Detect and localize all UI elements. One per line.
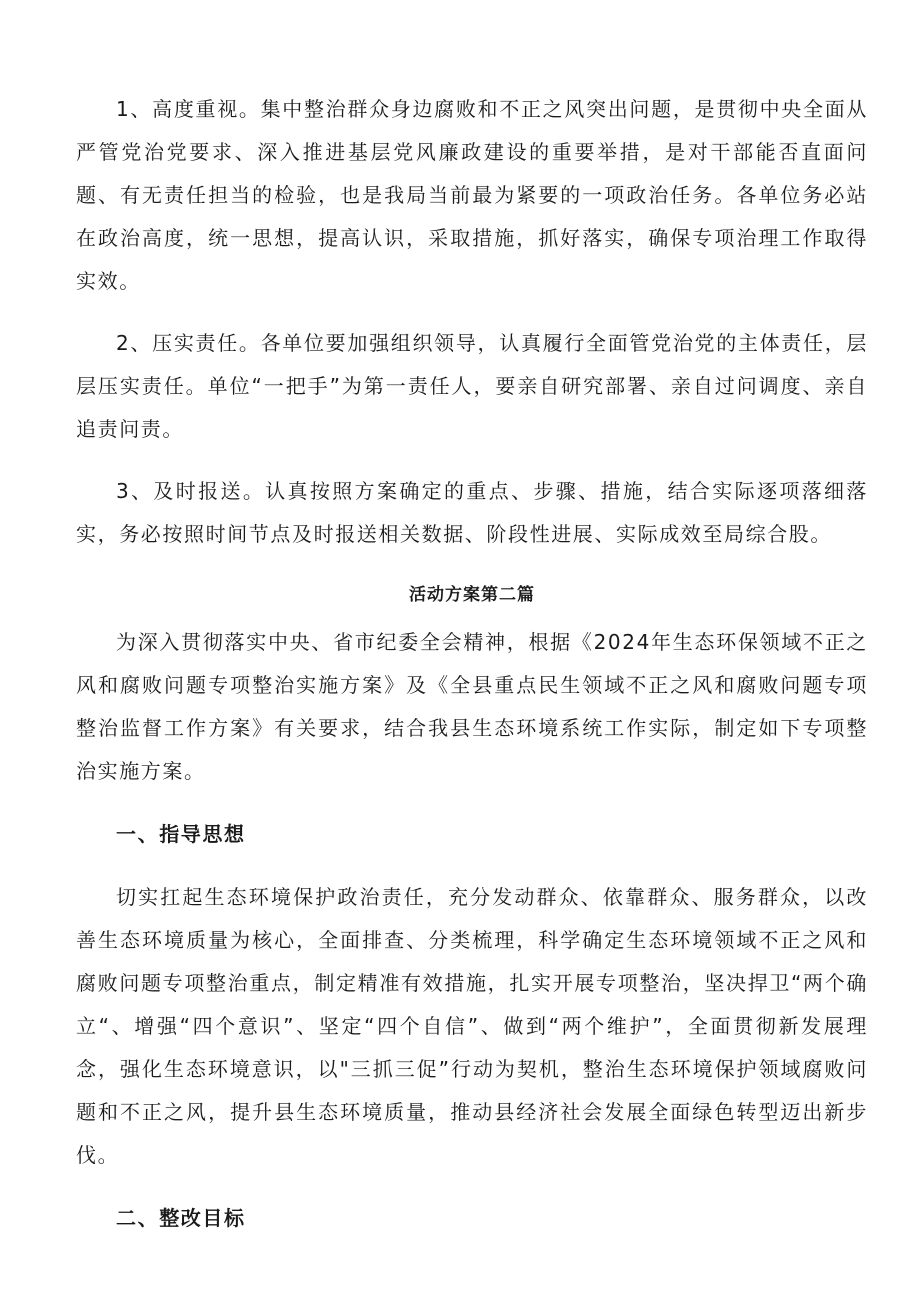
item-paragraph-1: 1、高度重视。集中整治群众身边腐败和不正之风突出问题，是贯彻中央全面从严管党治党要求、深入推进基层党风廉政建设的重要举措，是对干部能否直面问题、有无责任担当的检验，也是我局当前最为紧要的一项政治任务。各单位务必站在政治高度，统一思想，提高认识，采取措施，抓好落实，确保专项治理工作取得实效。: [76, 97, 868, 293]
guiding-thought-paragraph: 切实扛起生态环境保护政治责任，充分发动群众、依靠群众、服务群众，以改善生态环境质量为核心，全面排查、分类梳理，科学确定生态环境领域不正之风和腐败问题专项整治重点，制定精准有效措施，扎实开展专项整治，坚决捍卫“两个确立“、增强“四个意识”、坚定“四个自信”、做到“两个维护”，全面贯彻新发展理念，强化生态环境意识，以"三抓三促”行动为契机，整治生态环境保护领域腐败问题和不正之风，提升县生态环境质量，推动县经济社会发展全面绿色转型迈出新步伐。: [76, 885, 868, 1167]
heading-guiding-thought: 一、指导思想: [116, 822, 246, 846]
heading-rectification-goals: 二、整改目标: [116, 1206, 246, 1230]
item-paragraph-3: 3、及时报送。认真按照方案确定的重点、步骤、措施，结合实际逐项落细落实，务必按照时间节点及时报送相关数据、阶段性进展、实际成效至局综合股。: [76, 479, 868, 546]
intro-paragraph: 为深入贯彻落实中央、省市纪委全会精神，根据《2024年生态环保领域不正之风和腐败问题专项整治实施方案》及《全县重点民生领域不正之风和腐败问题专项整治监督工作方案》有关要求，结合我县生态环境系统工作实际，制定如下专项整治实施方案。: [76, 630, 868, 783]
document-page: [76, 88, 868, 1260]
item-paragraph-2: 2、压实责任。各单位要加强组织领导，认真履行全面管党治党的主体责任，层层压实责任。单位“一把手”为第一责任人，要亲自研究部署、亲自过问调度、亲自追责问责。: [76, 331, 868, 441]
section-title: 活动方案第二篇: [409, 585, 535, 605]
